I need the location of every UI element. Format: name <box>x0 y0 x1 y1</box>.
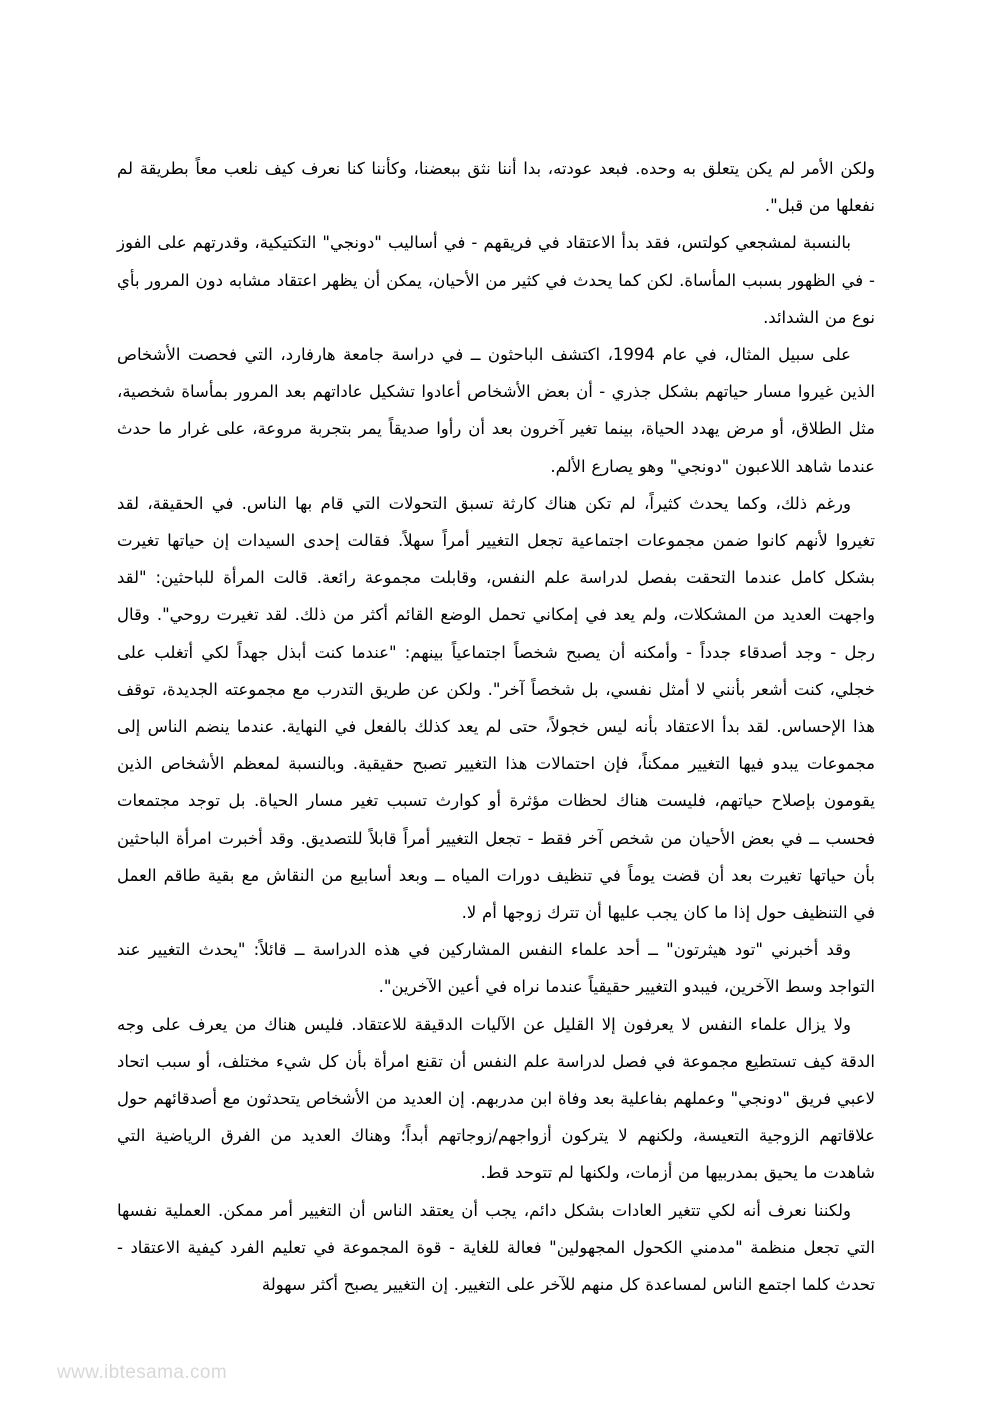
site-watermark: www.ibtesama.com <box>57 1362 228 1383</box>
document-text-body <box>117 150 875 1303</box>
paragraph: ولا يزال علماء النفس لا يعرفون إلا القليل عن الآليات الدقيقة للاعتقاد. فليس هناك من يعرف على وجه الدقة كيف تستطيع مجموعة في فصل لدراسة علم النفس أن تقنع امرأة بأن كل شيء مختلف، أو سبب اتحاد لاعبي فريق "دونجي" وعملهم بفاعلية بعد وفاة ابن مدربهم. إن العديد من الأشخاص يتحدثون مع أصدقائهم حول علاقاتهم الزوجية التعيسة، ولكنهم لا يتركون أزواجهم/زوجاتهم أبداً؛ وهناك العديد من الفرق الرياضية التي شاهدت ما يحيق بمدربيها من أزمات، ولكنها لم تتوحد قط. <box>117 1014 875 1183</box>
paragraph: ولكن الأمر لم يكن يتعلق به وحده. فبعد عودته، بدا أننا نثق ببعضنا، وكأننا كنا نعرف كيف نلعب معاً بطريقة لم نفعلها من قبل". <box>117 159 875 216</box>
paragraph: ورغم ذلك، وكما يحدث كثيراً، لم تكن هناك كارثة تسبق التحولات التي قام بها الناس. في الحقيقة، لقد تغيروا لأنهم كانوا ضمن مجموعات اجتماعية تجعل التغيير أمراً سهلاً. فقالت إحدى السيدات إن حياتها تغيرت بشكل كامل عندما التحقت بفصل لدراسة علم النفس، وقابلت مجموعة رائعة. قالت المرأة للباحثين: "لقد واجهت العديد من المشكلات، ولم يعد في إمكاني تحمل الوضع القائم أكثر من ذلك. لقد تغيرت روحي". وقال رجل - وجد أصدقاء جدداً - وأمكنه أن يصبح شخصاً اجتماعياً بينهم: "عندما كنت أبذل جهداً لكي أتغلب على خجلي، كنت أشعر بأنني لا أمثل نفسي، بل شخصاً آخر". ولكن عن طريق التدرب مع مجموعته الجديدة، توقف هذا الإحساس. لقد بدأ الاعتقاد بأنه ليس خجولاً، حتى لم يعد كذلك بالفعل في النهاية. عندما ينضم الناس إلى مجموعات يبدو فيها التغيير ممكناً، فإن احتمالات هذا التغيير تصبح حقيقية. وبالنسبة لمعظم الأشخاص الذين يقومون بإصلاح حياتهم، فليست هناك لحظات مؤثرة أو كوارث تسبب تغير مسار الحياة. بل توجد مجتمعات فحسب ــ في بعض الأحيان من شخص آخر فقط - تجعل التغيير أمراً قابلاً للتصديق. وقد أخبرت امرأة الباحثين بأن حياتها تغيرت بعد أن قضت يوماً في تنظيف دورات المياه ــ وبعد أسابيع من النقاش مع بقية طاقم العمل في التنظيف حول إذا ما كان يجب عليها أن تترك زوجها أم لا. <box>117 493 875 923</box>
paragraph: على سبيل المثال، في عام 1994، اكتشف الباحثون ــ في دراسة جامعة هارفارد، التي فحصت الأشخاص الذين غيروا مسار حياتهم بشكل جذري - أن بعض الأشخاص أعادوا تشكيل عاداتهم بعد المرور بمأساة شخصية، مثل الطلاق، أو مرض يهدد الحياة، بينما تغير آخرون بعد أن رأوا صديقاً يمر بتجربة مروعة، على غرار ما حدث عندما شاهد اللاعبون "دونجي" وهو يصارع الألم. <box>117 345 875 476</box>
paragraph: بالنسبة لمشجعي كولتس، فقد بدأ الاعتقاد في فريقهم - في أساليب "دونجي" التكتيكية، وقدرتهم على الفوز - في الظهور بسبب المأساة. لكن كما يحدث في كثير من الأحيان، يمكن أن يظهر اعتقاد مشابه دون المرور بأي نوع من الشدائد. <box>117 233 875 327</box>
paragraph: وقد أخبرني "تود هيثرتون" ــ أحد علماء النفس المشاركين في هذه الدراسة ــ قائلاً: "يحدث التغيير عند التواجد وسط الآخرين، فيبدو التغيير حقيقياً عندما نراه في أعين الآخرين". <box>117 940 875 997</box>
paragraph: ولكننا نعرف أنه لكي تتغير العادات بشكل دائم، يجب أن يعتقد الناس أن التغيير أمر ممكن. العملية نفسها التي تجعل منظمة "مدمني الكحول المجهولين" فعالة للغاية - قوة المجموعة في تعليم الفرد كيفية الاعتقاد - تحدث كلما اجتمع الناس لمساعدة كل منهم للآخر على التغيير. إن التغيير يصبح أكثر سهولة <box>117 1200 875 1295</box>
